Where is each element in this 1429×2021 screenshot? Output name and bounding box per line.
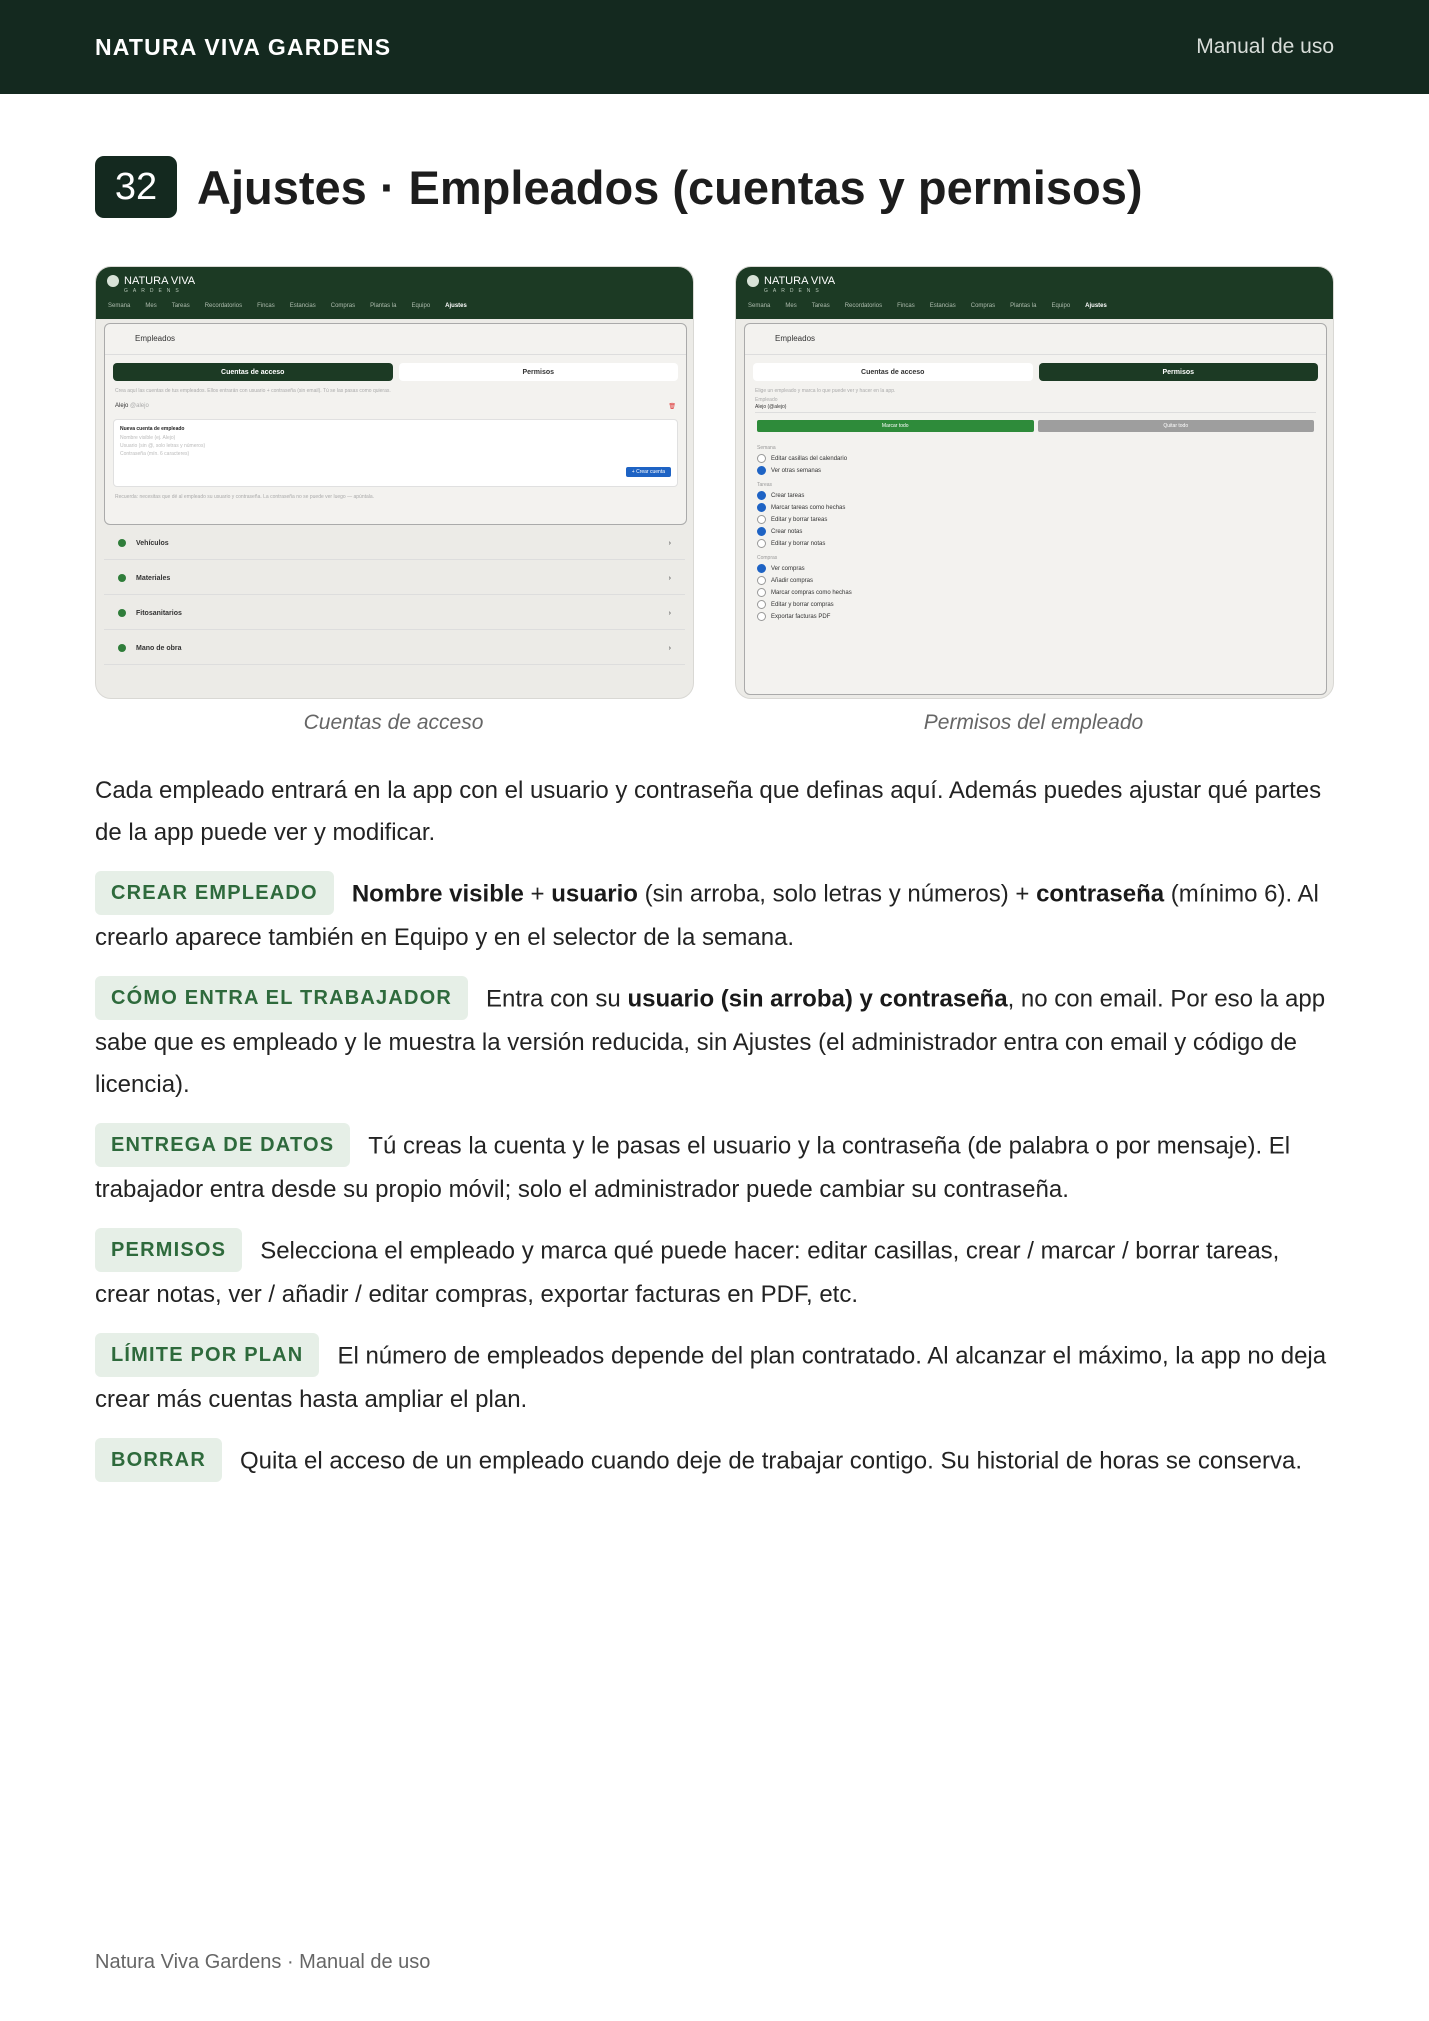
section-title: Ajustes · Empleados (cuentas y permisos) xyxy=(197,160,1143,214)
row-labor xyxy=(104,634,685,665)
feature-item xyxy=(95,978,1340,1106)
screenshot-accounts xyxy=(95,266,694,699)
nav-item: Equipo xyxy=(1051,303,1071,309)
permission-label: Editar casillas del calendario xyxy=(771,455,848,462)
permission-label: Ver compras xyxy=(771,565,805,572)
chevron-right-icon: › xyxy=(668,575,671,582)
unchecked-checkbox-icon xyxy=(757,539,766,548)
permission-label: Crear tareas xyxy=(771,492,805,499)
vehicle-icon xyxy=(118,539,126,547)
app-logo-sub: GARDENS xyxy=(124,288,184,294)
checked-checkbox-icon xyxy=(757,564,766,573)
leaf-icon xyxy=(107,275,119,287)
permission-label: Exportar facturas PDF xyxy=(771,613,831,620)
row-label: Mano de obra xyxy=(136,645,182,652)
panel-note: Recuerda: necesitas que dé al empleado su usuario y contraseña. La contraseña no se puede ver luego — apúntala. xyxy=(115,494,375,500)
permission-checkbox-row xyxy=(757,564,1314,573)
row-label: Materiales xyxy=(136,575,171,582)
feature-tag: BORRAR xyxy=(95,1438,222,1482)
app-header xyxy=(96,267,693,319)
caption-permissions: Permisos del empleado xyxy=(923,711,1144,734)
checked-checkbox-icon xyxy=(757,466,766,475)
intro-paragraph: Cada empleado entrará en la app con el usuario y contraseña que definas aquí. Además puedes ajustar qué partes de la app puede ver y modificar. xyxy=(95,777,1322,846)
permissions-panel xyxy=(744,323,1327,695)
field-pass: Contraseña (mín. 6 caracteres) xyxy=(120,451,190,457)
text: Entra con su xyxy=(486,985,628,1013)
checked-checkbox-icon xyxy=(757,503,766,512)
permission-group-title: Semana xyxy=(757,445,776,451)
app-header xyxy=(736,267,1333,319)
feature-list xyxy=(95,873,1340,1484)
permission-label: Añadir compras xyxy=(771,577,814,584)
permission-label: Marcar compras como hechas xyxy=(771,589,852,596)
nav-item: Mes xyxy=(145,303,157,309)
clear-all-button: Quitar todo xyxy=(1038,420,1315,432)
top-bar xyxy=(0,0,1429,94)
text: , no con email. Por eso la app sabe que es empleado y le muestra la versión reducida, sin Ajustes (el administrador entra con email y código de licencia). xyxy=(95,985,1326,1098)
text: (sin arroba, solo letras y números) + xyxy=(637,880,1037,908)
nav-item: Compras xyxy=(970,303,996,309)
chevron-right-icon: › xyxy=(668,645,671,652)
nav-item-active: Ajustes xyxy=(445,303,467,309)
employees-panel xyxy=(104,323,687,525)
unchecked-checkbox-icon xyxy=(757,600,766,609)
app-logo-text: NATURA VIVA xyxy=(124,275,196,287)
chevron-right-icon: › xyxy=(668,610,671,617)
screenshot-permissions xyxy=(735,266,1334,699)
panel-hint: Elige un empleado y marca lo que puede ver y hacer en la app. xyxy=(755,388,896,394)
row-phyto xyxy=(104,599,685,630)
employee-select: Alejo (@alejo) xyxy=(755,404,1316,413)
materials-icon xyxy=(118,574,126,582)
section-number: 32 xyxy=(95,156,177,218)
permission-checkbox-row xyxy=(757,491,1314,500)
caption-accounts: Cuentas de acceso xyxy=(303,711,484,734)
nav-item: Mes xyxy=(785,303,797,309)
nav-item: Compras xyxy=(330,303,356,309)
app-logo xyxy=(747,275,836,294)
permission-checkbox-row xyxy=(757,503,1314,512)
text: + xyxy=(523,880,552,908)
checked-checkbox-icon xyxy=(757,527,766,536)
permission-checkbox-row xyxy=(757,466,1314,475)
nav-item: Equipo xyxy=(411,303,431,309)
nav-item: Plantas la xyxy=(1010,303,1037,309)
unchecked-checkbox-icon xyxy=(757,454,766,463)
permission-checkbox-row xyxy=(757,588,1314,597)
feature-item xyxy=(95,1335,1340,1421)
unchecked-checkbox-icon xyxy=(757,576,766,585)
permission-checkbox-row xyxy=(757,454,1314,463)
employee-user: @alejo xyxy=(130,403,149,409)
feature-tag: CÓMO ENTRA EL TRABAJADOR xyxy=(95,976,468,1020)
field-name: Nombre visible (ej. Alejo) xyxy=(120,435,176,441)
feature-item xyxy=(95,873,1340,959)
tab-access: Cuentas de acceso xyxy=(113,363,393,381)
text: Selecciona el empleado y marca qué puede hacer: editar casillas, crear / marcar / borrar tareas, crear notas, ver / añadir / editar compras, exportar facturas en PDF, etc. xyxy=(95,1237,1280,1308)
feature-tag: PERMISOS xyxy=(95,1228,242,1272)
feature-tag: CREAR EMPLEADO xyxy=(95,871,334,915)
brand-name: NATURA VIVA GARDENS xyxy=(95,34,392,60)
unchecked-checkbox-icon xyxy=(757,515,766,524)
nav-item: Estancias xyxy=(289,303,316,309)
app-nav xyxy=(748,303,1107,309)
leaf-icon xyxy=(747,275,759,287)
permission-label: Editar y borrar notas xyxy=(771,540,826,547)
text: (mínimo 6). Al crearlo aparece también en Equipo y en el selector de la semana. xyxy=(95,880,1319,951)
feature-item xyxy=(95,1440,1340,1484)
mark-all-button: Marcar todo xyxy=(757,420,1034,432)
section-heading xyxy=(95,156,1143,218)
row-label: Vehículos xyxy=(136,540,169,547)
row-materials xyxy=(104,564,685,595)
permission-groups xyxy=(745,445,1326,621)
bold-text: usuario xyxy=(551,880,638,908)
permission-label: Crear notas xyxy=(771,528,803,535)
page-footer: Natura Viva Gardens · Manual de uso xyxy=(95,1951,431,1973)
nav-item: Recordatorios xyxy=(844,303,883,309)
panel-hint: Crea aquí las cuentas de tus empleados. Ellos entrarán con usuario + contraseña (sin email). Tú se las pasas como quieras. xyxy=(115,388,391,394)
bold-text: Nombre visible xyxy=(351,880,524,908)
nav-item: Tareas xyxy=(811,303,830,309)
panel-title: Empleados xyxy=(105,324,686,355)
employee-row xyxy=(105,397,686,415)
chevron-right-icon: › xyxy=(668,540,671,547)
tab-permissions: Permisos xyxy=(399,363,679,381)
app-logo-text: NATURA VIVA xyxy=(764,275,836,287)
manual-label: Manual de uso xyxy=(1196,35,1334,58)
permission-label: Editar y borrar compras xyxy=(771,601,834,608)
plant-icon xyxy=(118,609,126,617)
feature-item xyxy=(95,1230,1340,1316)
unchecked-checkbox-icon xyxy=(757,612,766,621)
app-logo-sub: GARDENS xyxy=(764,288,824,294)
nav-item: Tareas xyxy=(171,303,190,309)
tab-access: Cuentas de acceso xyxy=(753,363,1033,381)
worker-icon xyxy=(118,644,126,652)
permission-label: Marcar tareas como hechas xyxy=(771,504,846,511)
permission-group-title: Tareas xyxy=(757,482,773,488)
trash-icon: 🗑 xyxy=(668,404,676,410)
body-text xyxy=(95,770,1340,1503)
checked-checkbox-icon xyxy=(757,491,766,500)
bold-text: usuario (sin arroba) y contraseña xyxy=(627,985,1008,1013)
new-account-form xyxy=(113,419,678,487)
permission-checkbox-row xyxy=(757,539,1314,548)
nav-item: Fincas xyxy=(897,303,915,309)
feature-tag: ENTREGA DE DATOS xyxy=(95,1123,350,1167)
permission-checkbox-row xyxy=(757,527,1314,536)
text: Quita el acceso de un empleado cuando deje de trabajar contigo. Su historial de horas se conserva. xyxy=(239,1447,1302,1475)
row-vehicles xyxy=(104,529,685,560)
row-label: Fitosanitarios xyxy=(136,610,182,617)
nav-item: Fincas xyxy=(257,303,275,309)
employee-label: Empleado xyxy=(755,397,778,403)
nav-item: Plantas la xyxy=(370,303,397,309)
panel-title: Empleados xyxy=(745,324,1326,355)
permission-label: Editar y borrar tareas xyxy=(771,516,828,523)
permission-label: Ver otras semanas xyxy=(771,467,822,474)
app-logo xyxy=(107,275,196,294)
permission-checkbox-row xyxy=(757,612,1314,621)
unchecked-checkbox-icon xyxy=(757,588,766,597)
employee-name: Alejo xyxy=(115,403,129,409)
text: Tú creas la cuenta y le pasas el usuario y la contraseña (de palabra o por mensaje). El trabajador entra desde su propio móvil; solo el administrador puede cambiar su contraseña. xyxy=(95,1132,1291,1203)
app-nav xyxy=(108,303,467,309)
nav-item: Semana xyxy=(108,303,131,309)
create-account-button: + Crear cuenta xyxy=(626,467,671,477)
field-user: Usuario (sin @, solo letras y números) xyxy=(120,443,206,449)
bold-text: contraseña xyxy=(1036,880,1165,908)
permission-checkbox-row xyxy=(757,515,1314,524)
permission-group-title: Compras xyxy=(757,555,778,561)
text: El número de empleados depende del plan contratado. Al alcanzar el máximo, la app no deja crear más cuentas hasta ampliar el plan. xyxy=(95,1342,1327,1413)
nav-item: Recordatorios xyxy=(204,303,243,309)
nav-item: Estancias xyxy=(929,303,956,309)
permission-checkbox-row xyxy=(757,600,1314,609)
permission-checkbox-row xyxy=(757,576,1314,585)
nav-item: Semana xyxy=(748,303,771,309)
feature-tag: LÍMITE POR PLAN xyxy=(95,1333,319,1377)
feature-item xyxy=(95,1125,1340,1211)
new-account-title: Nueva cuenta de empleado xyxy=(120,426,185,432)
tab-permissions: Permisos xyxy=(1039,363,1319,381)
nav-item-active: Ajustes xyxy=(1085,303,1107,309)
